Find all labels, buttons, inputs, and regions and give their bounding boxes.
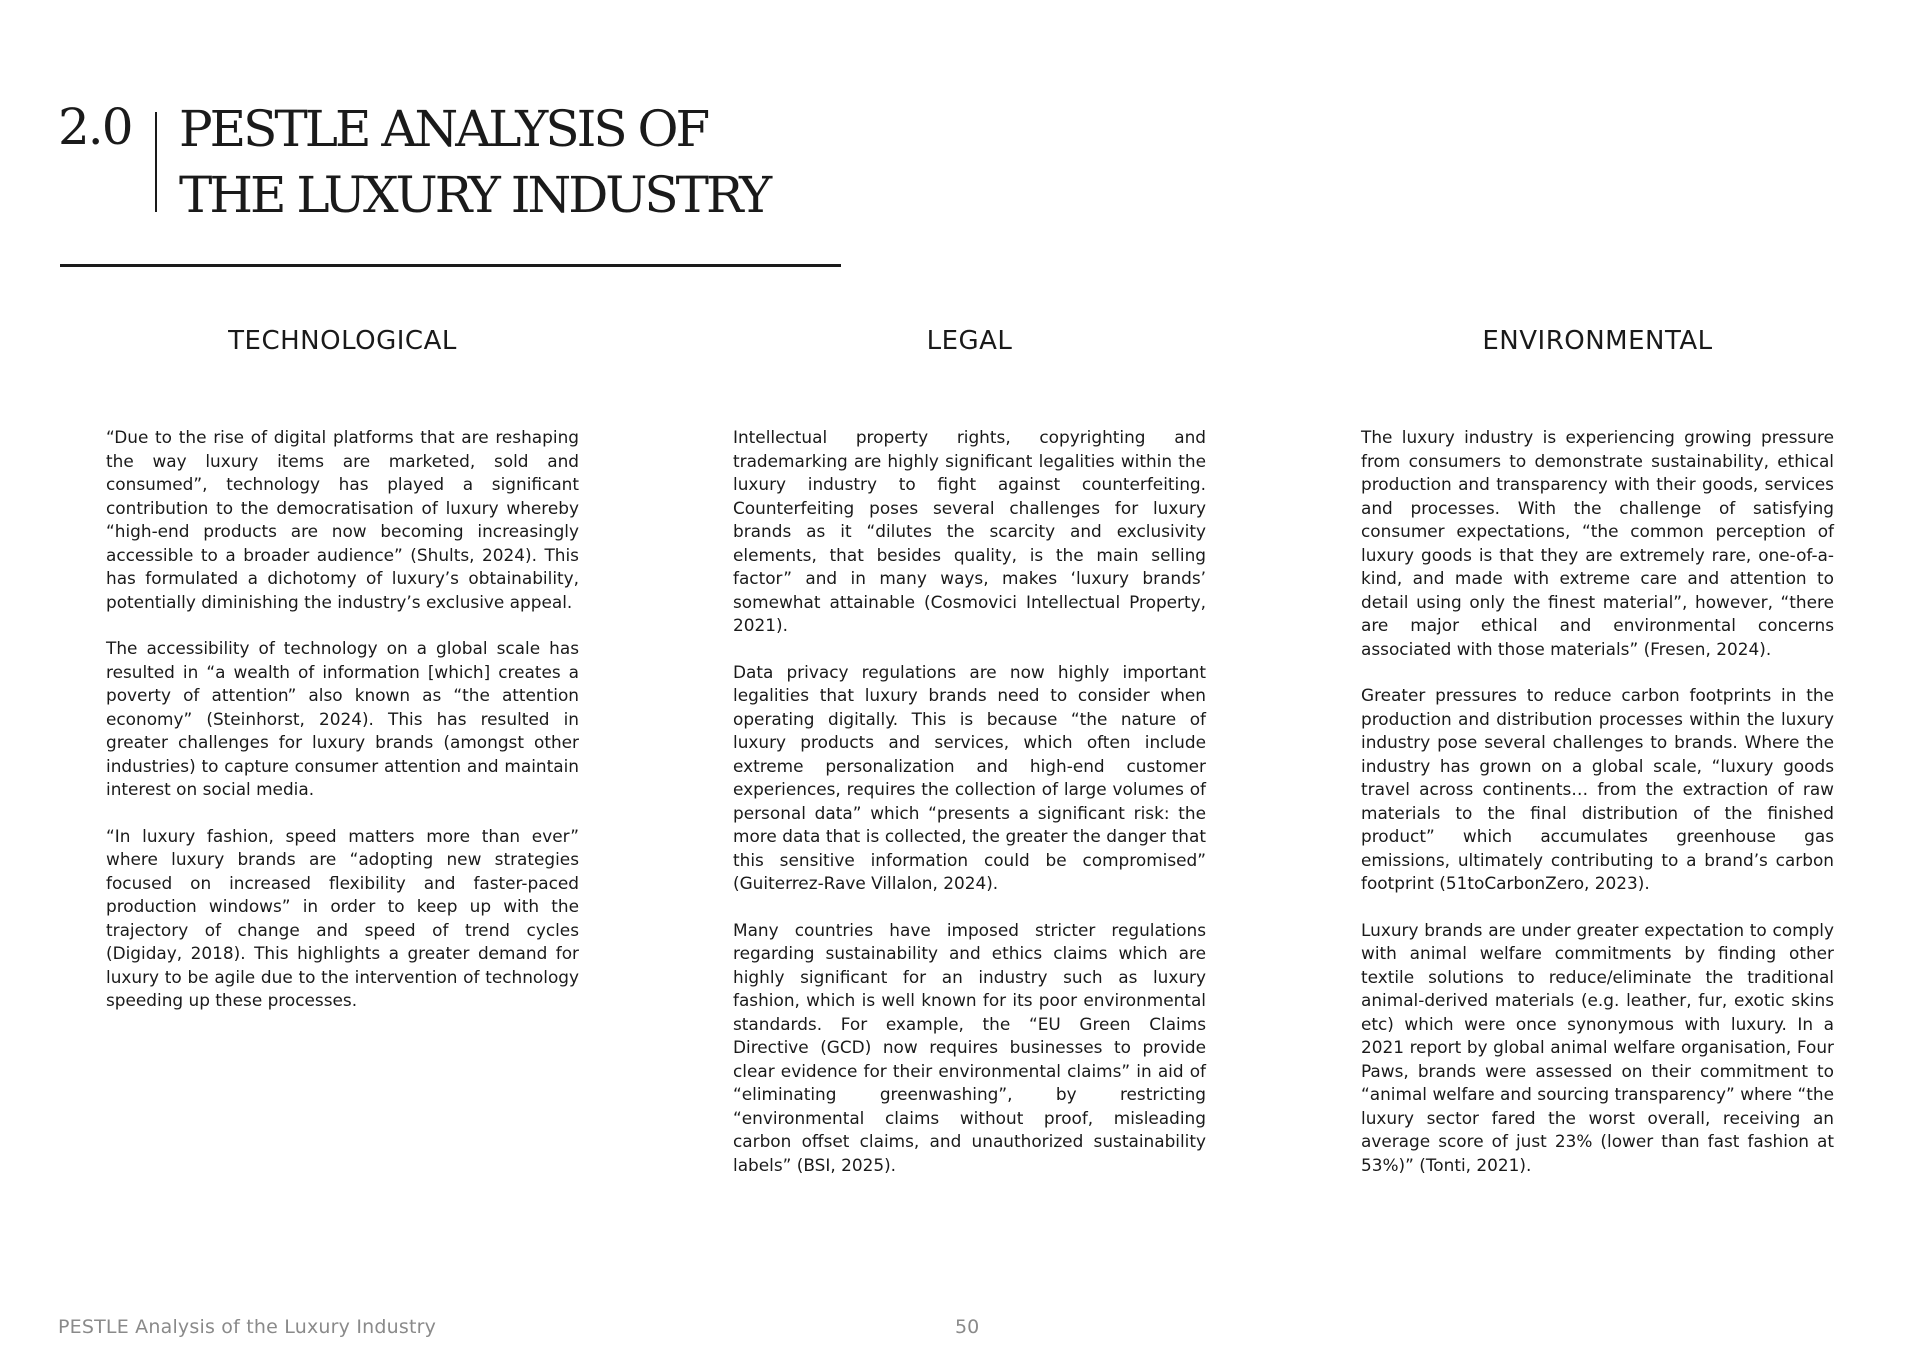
paragraph: Many countries have imposed stricter regulations regarding sustainability and ethics claims which are highly significant for an industry such as luxury fashion, which is well known for its poor environmental standards. For example, the “EU Green Claims Directive (GCD) now requires businesses to provide clear evidence for their environmental claims” in aid of “eliminating greenwashing”, by restricting “environmental claims without proof, misleading carbon offset claims, and unauthorized sustainability labels” (BSI, 2025). bbox=[733, 919, 1206, 1175]
paragraph: “In luxury fashion, speed matters more than ever” where luxury brands are “adopting new strategies focused on increased flexibility and faster-paced production windows” in order to keep up with the trajectory of change and speed of trend cycles (Digiday, 2018). This highlights a greater demand for luxury to be agile due to the intervention of technology speeding up these processes. bbox=[106, 825, 579, 1010]
paragraph: The luxury industry is experiencing growing pressure from consumers to demonstrate sustainability, ethical production and transparency with their goods, services and processes. With the challenge of satisfying consumer expectations, “the common perception of luxury goods is that they are extremely rare, one-of-a-kind, and made with extreme care and attention to detail using only the finest material”, however, “there are major ethical and environmental concerns associated with those materials” (Fresen, 2024). bbox=[1361, 427, 1834, 659]
page-number: 50 bbox=[955, 1316, 980, 1338]
paragraph: Luxury brands are under greater expectation to comply with animal welfare commitments by finding other textile solutions to reduce/eliminate the traditional animal-derived materials (e.g. leather, fur, exotic skins etc) which were once synonymous with luxury. In a 2021 report by global animal welfare organisation, Four Paws, brands were assessed on their commitment to “animal welfare and sourcing transparency” where “the luxury sector fared the worst overall, receiving an average score of just 23% (lower than fast fashion at 53%)” (Tonti, 2021). bbox=[1361, 919, 1834, 1175]
paragraph: Intellectual property rights, copyrighting and trademarking are highly significant legalities within the luxury industry to fight against counterfeiting. Counterfeiting poses several challenges for luxury brands as it “dilutes the scarcity and exclusivity elements, that besides quality, is the main selling factor” and in many ways, makes ‘luxury brands’ somewhat attainable (Cosmovici Intellectual Property, 2021). bbox=[733, 427, 1206, 635]
section-number: 2.0 bbox=[58, 98, 132, 156]
page-title-line-2: THE LUXURY INDUSTRY bbox=[179, 166, 770, 224]
header-rule bbox=[60, 264, 841, 267]
paragraph: The accessibility of technology on a global scale has resulted in “a wealth of information [which] creates a poverty of attention” also known as “the attention economy” (Steinhorst, 2024). This has resulted in greater challenges for luxury brands (amongst other industries) to capture consumer attention and maintain interest on social media. bbox=[106, 638, 579, 799]
footer-document-title: PESTLE Analysis of the Luxury Industry bbox=[58, 1316, 437, 1338]
column-heading: LEGAL bbox=[926, 326, 1013, 356]
page-title-line-1: PESTLE ANALYSIS OF bbox=[179, 100, 708, 158]
title-divider bbox=[155, 112, 157, 212]
page-title bbox=[179, 96, 879, 228]
column-heading: TECHNOLOGICAL bbox=[228, 326, 457, 356]
paragraph: Greater pressures to reduce carbon footprints in the production and distribution processes within the luxury industry pose several challenges to brands. Where the industry has grown on a global scale, “luxury goods travel across continents… from the extraction of raw materials to the final distribution of the finished product” which accumulates greenhouse gas emissions, ultimately contributing to a brand’s carbon footprint (51toCarbonZero, 2023). bbox=[1361, 685, 1834, 893]
paragraph: Data privacy regulations are now highly important legalities that luxury brands need to consider when operating digitally. This is because “the nature of luxury products and services, which often include extreme personalization and high-end customer experiences, requires the collection of large volumes of personal data” which “presents a significant risk: the more data that is collected, the greater the danger that this sensitive information could be compromised” (Guiterrez-Rave Villalon, 2024). bbox=[733, 661, 1206, 893]
column-body bbox=[1361, 426, 1834, 1200]
paragraph: “Due to the rise of digital platforms that are reshaping the way luxury items are marketed, sold and consumed”, technology has played a significant contribution to the democratisation of luxury whereby “high-end products are now becoming increasingly accessible to a broader audience” (Shults, 2024). This has formulated a dichotomy of luxury’s obtainability, potentially diminishing the industry’s exclusive appeal. bbox=[106, 427, 579, 612]
column-body bbox=[733, 426, 1206, 1200]
column-heading: ENVIRONMENTAL bbox=[1482, 326, 1713, 356]
column-body bbox=[106, 426, 579, 1036]
